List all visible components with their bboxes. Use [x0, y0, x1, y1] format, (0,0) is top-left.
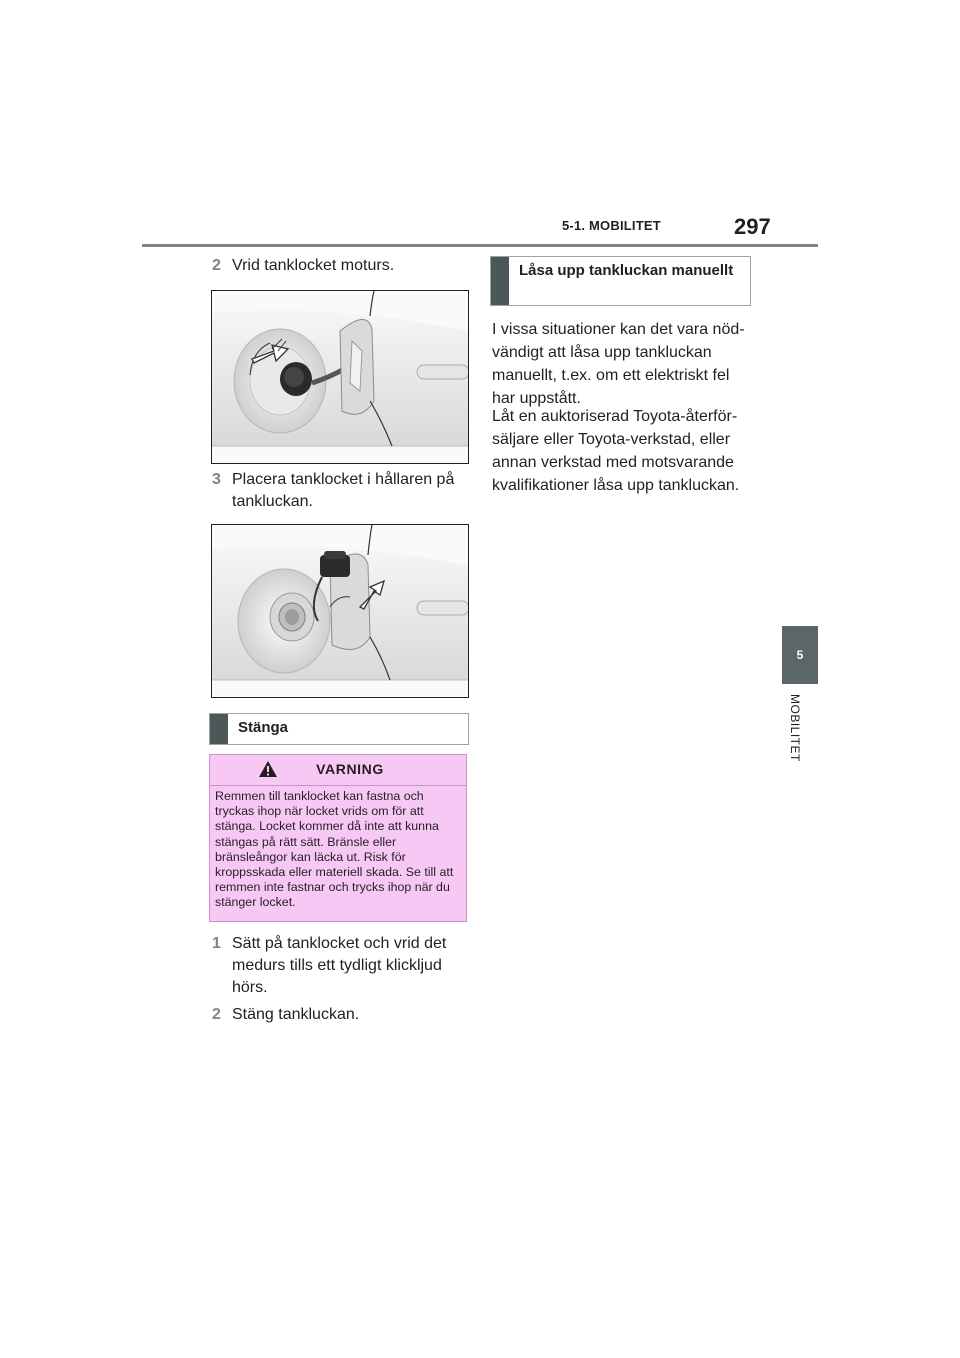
step-number: 3 [212, 471, 221, 488]
step-2 [212, 255, 472, 279]
step-text: Vrid tanklocket moturs. [232, 257, 395, 274]
step-text: Stäng tankluckan. [232, 1006, 360, 1023]
section-bar [491, 257, 509, 305]
unlock-paragraph-2: Låt en auktoriserad Toyota-återför-säljare eller Toyota-verkstad, eller annan verkstad med motsvarande kvalifikationer låsa upp tankluckan. [492, 408, 740, 494]
warning-header [210, 761, 466, 777]
step-number: 2 [212, 1006, 221, 1023]
header-divider [142, 244, 818, 247]
chapter-side-label: MOBILITET [788, 694, 802, 762]
step-text: Sätt på tanklocket och vrid det medurs tills ett tydligt klickljud hörs. [232, 935, 447, 996]
warning-text: Remmen till tanklocket kan fastna och tryckas ihop när locket vrids om för att stänga. Locket kommer då inte att kunna stängas på rätt sätt. Bränsle eller bränsleångor kan läcka ut. Risk för kroppsskada eller materiell skada. Se till att remmen inte fastnar och trycks ihop när du stänger locket. [215, 789, 454, 910]
fuel-cap-removal-figure [211, 290, 469, 464]
fuel-cap-holder-figure [211, 524, 469, 698]
section-title-text: Låsa upp tankluckan manuellt [519, 262, 734, 279]
warning-divider [210, 785, 466, 786]
close-step-2 [212, 1004, 472, 1028]
section-bar [210, 714, 228, 744]
section-title-text: Stänga [238, 719, 289, 736]
unlock-section-heading [490, 256, 751, 306]
step-number: 1 [212, 935, 221, 952]
chapter-tab: 5 [782, 626, 818, 684]
warning-title: VARNING [316, 761, 384, 777]
close-step-1 [212, 933, 472, 1001]
page-number: 297 [734, 214, 771, 239]
warning-box [209, 754, 467, 922]
warning-triangle-icon [258, 760, 278, 778]
step-number: 2 [212, 257, 221, 274]
step-text: Placera tanklocket i hållaren på tankluckan. [232, 471, 455, 510]
close-section-heading [209, 713, 469, 745]
section-title: 5-1. MOBILITET [562, 218, 661, 233]
unlock-paragraph-1: I vissa situationer kan det vara nöd-vändigt att låsa upp tankluckan manuellt, t.ex. om ett elektriskt fel har uppstått. [492, 321, 745, 407]
step-3 [212, 469, 472, 515]
